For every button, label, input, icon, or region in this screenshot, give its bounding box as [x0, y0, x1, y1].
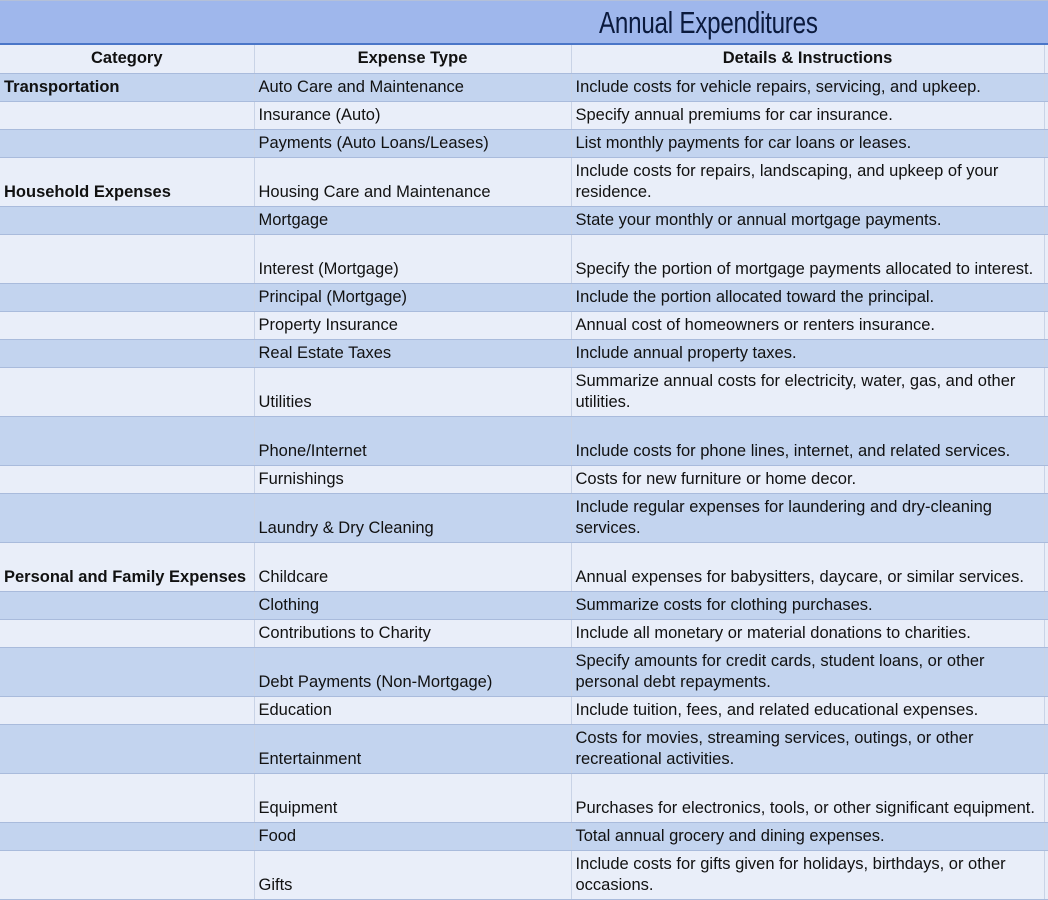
- expense-type-cell[interactable]: Equipment: [254, 773, 571, 822]
- table-row: [0, 311, 1048, 339]
- header-edge-cell[interactable]: [1044, 45, 1048, 73]
- details-cell[interactable]: Costs for new furniture or home decor.: [571, 465, 1044, 493]
- category-cell[interactable]: Personal and Family Expenses: [0, 542, 254, 591]
- edge-cell[interactable]: [1044, 416, 1048, 465]
- category-cell[interactable]: [0, 696, 254, 724]
- edge-cell[interactable]: [1044, 619, 1048, 647]
- edge-cell[interactable]: [1044, 850, 1048, 899]
- table-row: [0, 367, 1048, 416]
- table-row: [0, 283, 1048, 311]
- edge-cell[interactable]: [1044, 129, 1048, 157]
- edge-cell[interactable]: [1044, 283, 1048, 311]
- expense-type-cell[interactable]: Food: [254, 822, 571, 850]
- title-band[interactable]: [0, 0, 1048, 45]
- details-cell[interactable]: State your monthly or annual mortgage payments.: [571, 206, 1044, 234]
- expense-type-cell[interactable]: Utilities: [254, 367, 571, 416]
- table-row: [0, 206, 1048, 234]
- edge-cell[interactable]: [1044, 101, 1048, 129]
- table-row: [0, 773, 1048, 822]
- table-row: [0, 696, 1048, 724]
- category-cell[interactable]: [0, 101, 254, 129]
- details-cell[interactable]: Include all monetary or material donations to charities.: [571, 619, 1044, 647]
- category-cell[interactable]: [0, 724, 254, 773]
- category-cell[interactable]: [0, 465, 254, 493]
- edge-cell[interactable]: [1044, 542, 1048, 591]
- table-row: [0, 591, 1048, 619]
- edge-cell[interactable]: [1044, 234, 1048, 283]
- edge-cell[interactable]: [1044, 773, 1048, 822]
- category-cell[interactable]: [0, 773, 254, 822]
- details-cell[interactable]: Include regular expenses for laundering and dry-cleaning services.: [571, 493, 1044, 542]
- category-cell[interactable]: [0, 850, 254, 899]
- details-cell[interactable]: Include costs for gifts given for holidays, birthdays, or other occasions.: [571, 850, 1044, 899]
- edge-cell[interactable]: [1044, 724, 1048, 773]
- category-cell[interactable]: [0, 234, 254, 283]
- table-row: [0, 101, 1048, 129]
- edge-cell[interactable]: [1044, 696, 1048, 724]
- table-row: [0, 724, 1048, 773]
- expense-type-cell[interactable]: Clothing: [254, 591, 571, 619]
- expense-type-cell[interactable]: Property Insurance: [254, 311, 571, 339]
- category-cell[interactable]: [0, 416, 254, 465]
- category-cell[interactable]: [0, 311, 254, 339]
- edge-cell[interactable]: [1044, 493, 1048, 542]
- header-row: [0, 45, 1048, 73]
- details-cell[interactable]: Annual expenses for babysitters, daycare, or similar services.: [571, 542, 1044, 591]
- details-cell[interactable]: Costs for movies, streaming services, outings, or other recreational activities.: [571, 724, 1044, 773]
- expense-type-cell[interactable]: Interest (Mortgage): [254, 234, 571, 283]
- details-cell[interactable]: Specify the portion of mortgage payments allocated to interest.: [571, 234, 1044, 283]
- expense-type-cell[interactable]: Education: [254, 696, 571, 724]
- expense-type-cell[interactable]: Contributions to Charity: [254, 619, 571, 647]
- details-cell[interactable]: Annual cost of homeowners or renters insurance.: [571, 311, 1044, 339]
- table-row: [0, 157, 1048, 206]
- sheet-title: Annual Expenditures: [599, 5, 818, 40]
- table-row: [0, 465, 1048, 493]
- expenditures-table: [0, 45, 1048, 900]
- category-cell[interactable]: [0, 647, 254, 696]
- expense-type-cell[interactable]: Principal (Mortgage): [254, 283, 571, 311]
- category-cell[interactable]: [0, 822, 254, 850]
- category-cell[interactable]: [0, 206, 254, 234]
- edge-cell[interactable]: [1044, 465, 1048, 493]
- details-cell[interactable]: Include costs for repairs, landscaping, and upkeep of your residence.: [571, 157, 1044, 206]
- expense-type-cell[interactable]: Payments (Auto Loans/Leases): [254, 129, 571, 157]
- details-cell[interactable]: Specify amounts for credit cards, student loans, or other personal debt repayments.: [571, 647, 1044, 696]
- table-row: [0, 73, 1048, 101]
- edge-cell[interactable]: [1044, 157, 1048, 206]
- expense-type-cell[interactable]: Insurance (Auto): [254, 101, 571, 129]
- details-cell[interactable]: Total annual grocery and dining expenses.: [571, 822, 1044, 850]
- expense-type-cell[interactable]: Furnishings: [254, 465, 571, 493]
- expense-type-cell[interactable]: Gifts: [254, 850, 571, 899]
- expense-type-cell[interactable]: Housing Care and Maintenance: [254, 157, 571, 206]
- details-cell[interactable]: Include annual property taxes.: [571, 339, 1044, 367]
- details-cell[interactable]: Include costs for phone lines, internet, and related services.: [571, 416, 1044, 465]
- details-cell[interactable]: Summarize annual costs for electricity, water, gas, and other utilities.: [571, 367, 1044, 416]
- details-cell[interactable]: List monthly payments for car loans or leases.: [571, 129, 1044, 157]
- expense-type-cell[interactable]: Mortgage: [254, 206, 571, 234]
- expense-type-cell[interactable]: Phone/Internet: [254, 416, 571, 465]
- table-row: [0, 234, 1048, 283]
- table-row: [0, 129, 1048, 157]
- edge-cell[interactable]: [1044, 367, 1048, 416]
- expense-type-cell[interactable]: Entertainment: [254, 724, 571, 773]
- details-cell[interactable]: Specify annual premiums for car insurance.: [571, 101, 1044, 129]
- table-row: [0, 619, 1048, 647]
- details-cell[interactable]: Summarize costs for clothing purchases.: [571, 591, 1044, 619]
- expense-type-cell[interactable]: Debt Payments (Non-Mortgage): [254, 647, 571, 696]
- expense-type-cell[interactable]: Auto Care and Maintenance: [254, 73, 571, 101]
- edge-cell[interactable]: [1044, 73, 1048, 101]
- category-cell[interactable]: [0, 367, 254, 416]
- header-details[interactable]: Details & Instructions: [571, 45, 1044, 73]
- edge-cell[interactable]: [1044, 822, 1048, 850]
- expense-type-cell[interactable]: Childcare: [254, 542, 571, 591]
- table-row: [0, 339, 1048, 367]
- expense-type-cell[interactable]: Real Estate Taxes: [254, 339, 571, 367]
- details-cell[interactable]: Include tuition, fees, and related educational expenses.: [571, 696, 1044, 724]
- category-cell[interactable]: [0, 339, 254, 367]
- edge-cell[interactable]: [1044, 647, 1048, 696]
- header-expense-type[interactable]: Expense Type: [254, 45, 571, 73]
- category-cell[interactable]: Transportation: [0, 73, 254, 101]
- edge-cell[interactable]: [1044, 339, 1048, 367]
- category-cell[interactable]: [0, 619, 254, 647]
- table-row: [0, 647, 1048, 696]
- category-cell[interactable]: [0, 591, 254, 619]
- details-cell[interactable]: Purchases for electronics, tools, or other significant equipment.: [571, 773, 1044, 822]
- category-cell[interactable]: [0, 493, 254, 542]
- header-category[interactable]: Category: [0, 45, 254, 73]
- expense-type-cell[interactable]: Laundry & Dry Cleaning: [254, 493, 571, 542]
- table-row: [0, 822, 1048, 850]
- category-cell[interactable]: Household Expenses: [0, 157, 254, 206]
- category-cell[interactable]: [0, 129, 254, 157]
- table-row: [0, 542, 1048, 591]
- table-row: [0, 416, 1048, 465]
- table-row: [0, 493, 1048, 542]
- category-cell[interactable]: [0, 283, 254, 311]
- details-cell[interactable]: Include the portion allocated toward the principal.: [571, 283, 1044, 311]
- edge-cell[interactable]: [1044, 311, 1048, 339]
- table-row: [0, 850, 1048, 899]
- edge-cell[interactable]: [1044, 206, 1048, 234]
- edge-cell[interactable]: [1044, 591, 1048, 619]
- details-cell[interactable]: Include costs for vehicle repairs, servicing, and upkeep.: [571, 73, 1044, 101]
